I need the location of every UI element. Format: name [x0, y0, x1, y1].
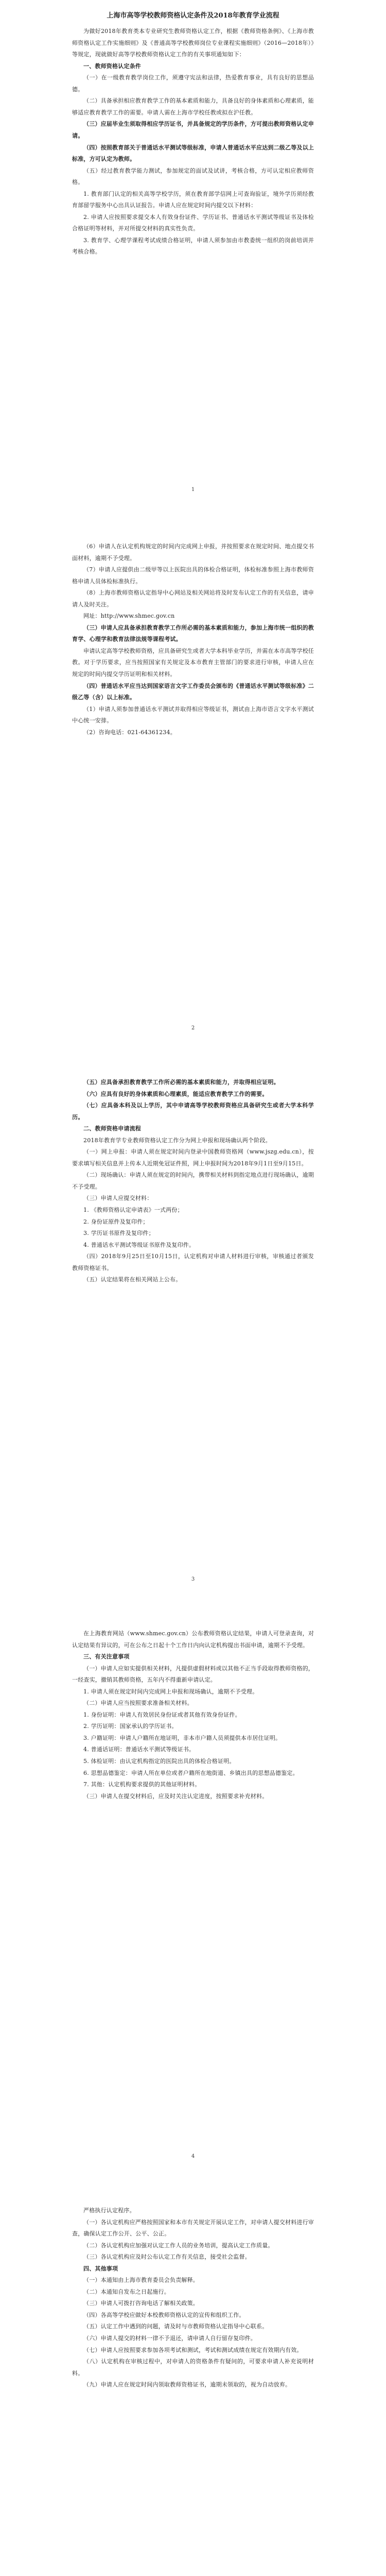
paragraph: （四）普通话水平应当达到国家语言文字工作委员会颁布的《普通话水平测试等级标准》二级乙等（含）以上标准。 [72, 682, 314, 701]
paragraph: 三、有关注意事项 [83, 1653, 130, 1660]
paragraph: （三）各认定机构应及时公布认定工作有关信息，接受社会监督。 [83, 2253, 251, 2261]
paragraph: 3. 学历证书原件及复印件； [83, 1230, 154, 1237]
paragraph: （二）现场确认：申请人须在规定的时间内，携带相关材料到指定地点进行现场确认，逾期不予受理。 [72, 1172, 314, 1190]
paragraph: 6. 思想品德鉴定：申请人所在单位或者户籍所在地街道、乡镇出具的思想品德鉴定。 [83, 1769, 299, 1776]
paragraph: 4. 普通话水平测试等级证书原件及复印件。 [83, 1241, 195, 1248]
paragraph: （一）本通知由上海市教育委员会负责解释。 [83, 2277, 199, 2284]
paragraph: （三）申请人应具备承担教育教学工作所必需的基本素质和能力，参加上海市统一组织的教育学、心理学和教育法律法规等课程考试。 [72, 624, 314, 643]
page-number: 2 [191, 1025, 195, 1031]
paragraph: （二）申请人应当按照要求准备相关材料。 [83, 1700, 193, 1707]
paragraph: （八）认定机构在审核过程中，对申请人的资格条件有疑问的，可要求申请人补充说明材料。 [72, 2358, 314, 2377]
paragraph: （五）应具备承担教育教学工作所必需的基本素质和能力，并取得相应证明。 [83, 1079, 279, 1086]
page-2 [72, 541, 314, 738]
paragraph: 3. 户籍证明：申请人户籍所在地证明，非本市户籍人员须提供本市居住证明。 [83, 1734, 282, 1741]
paragraph: 2. 身份证原件及复印件； [83, 1218, 149, 1225]
paragraph: （九）申请人应在规定时间内领取教师资格证书，逾期未领取的，视为自动放弃。 [83, 2381, 291, 2388]
paragraph: 四、其他事项 [83, 2265, 118, 2272]
paragraph: 5. 体检证明：由认定机构指定的医院出具的体检合格证明。 [83, 1758, 235, 1765]
paragraph: 1. 身份证明：申请人有效居民身份证或者其他有效身份证件。 [83, 1711, 241, 1718]
page-number: 4 [191, 2154, 195, 2159]
paragraph: （6）申请人在认定机构规定的时间内完成网上申报，并按照要求在规定时间、地点提交书面材料，逾期不予受理。 [72, 543, 314, 562]
paragraph: 在上海教育网站（www.shmec.gov.cn）公布教师资格认定结果，申请人可登录查询，对认定结果有异议的，可在公布之日起十个工作日内向认定机构提出书面申请，逾期不予受理。 [72, 1630, 314, 1649]
paragraph: 3. 教育学、心理学课程考试成绩合格证明，申请人须参加由市教委统一组织的岗前培训并考核合格。 [72, 236, 314, 256]
paragraph: 为做好2018年教育类本专业研究生教师资格认定工作，根据《教师资格条例》、《上海市教师资格认定工作实施细则》及《普通高等学校教师岗位专业课程实施细则》（2016—2018年）》等规定，现就做好高等学校教师资格认定工作的有关事项通知如下： [72, 28, 314, 58]
page-1 [72, 10, 314, 258]
paragraph: （四）2018年9月25日至10月15日，认定机构对申请人材料进行审核，审核通过者颁发教师资格证书。 [72, 1253, 314, 1272]
page-title: 上海市高等学校教师资格认定条件及2018年教育学业流程 [107, 12, 279, 20]
page-paragraphs [72, 1077, 314, 1286]
paragraph: 2. 学历证明：国家承认的学历证书。 [83, 1723, 178, 1730]
paragraph: 1. 《教师资格认定申请表》一式两份； [83, 1207, 183, 1214]
paragraph: （六）申请人提交的材料一律不予退还，请申请人自行留存复印件。 [83, 2335, 256, 2342]
paragraph: （三）应届毕业生须取得相应学历证书，并具备规定的学历条件，方可提出教师资格认定申请。 [72, 121, 314, 140]
paragraph: 1. 申请人须在规定时间内完成网上申报和现场确认，逾期不予受理。 [83, 1688, 258, 1695]
page-3 [72, 1077, 314, 1286]
paragraph: （三）申请人应提交材料： [83, 1195, 153, 1202]
paragraph: 申请认定高等学校教师资格，应具备研究生或者大学本科毕业学历，并需在本市高等学校任教。对于学历要求，应当按照国家有关规定及本市教育主管部门的要求进行审核，申请人应在规定的时间内提交学历证明和相关材料。 [72, 647, 314, 678]
paragraph: 网址：http://www.shmec.gov.cn [83, 613, 175, 620]
paragraph: 严格执行认定程序。 [83, 2207, 135, 2214]
paragraph: （七）申请人应按照要求参加各项考试和测试，考试和测试成绩在规定有效期内有效。 [83, 2346, 303, 2353]
paragraph: 4. 普通话证明：普通话水平测试等级证书。 [83, 1746, 195, 1753]
paragraph: （五）经过教育教学能力测试，参加规定的面试及试讲，考核合格，方可认定相应教师资格。 [72, 167, 314, 186]
page-paragraphs [72, 1628, 314, 1802]
paragraph: （一）各认定机构应严格按照国家和本市有关规定开展认定工作，对申请人提交材料进行审查，确保认定工作公开、公平、公正。 [72, 2218, 314, 2238]
page-paragraphs [72, 26, 314, 258]
paragraph: 7. 其他：认定机构要求提供的其他证明材料。 [83, 1781, 201, 1788]
paragraph: （7）申请人应提供由二级甲等以上医院出具的体检合格证明，体检标准参照上海市教师资格申请人员体检标准执行。 [72, 566, 314, 585]
paragraph: （2）咨询电话：021-64361234。 [83, 728, 176, 736]
paragraph: 1. 教育部门认定的相关高等学校学历，须在教育部学信网上可查询验证，境外学历须经教育部留学服务中心出具认证报告。申请人应在规定时间内提交以下材料： [72, 190, 314, 209]
paragraph: （二）具备承担相应教育教学工作的基本素质和能力，具备良好的身体素质和心理素质，能够适应教育教学工作的需要。申请人需在上海市学校任教或拟在沪任教。 [72, 97, 314, 116]
paragraph: 一、教师资格认定条件 [83, 62, 141, 70]
paragraph: （五）认定结果将在相关网站上公布。 [83, 1276, 182, 1283]
paragraph: （1）申请人须参加普通话水平测试并取得相应等级证书，测试由上海市语言文字水平测试中心统一安排。 [72, 705, 314, 724]
paragraph: （一）在一级教育教学岗位工作，须遵守宪法和法律，热爱教育事业，具有良好的思想品德。 [72, 74, 314, 93]
paragraph: （二）各认定机构应加强对认定工作人员的业务培训，提高认定工作质量。 [83, 2242, 274, 2249]
page-paragraphs [72, 541, 314, 738]
page-paragraphs [72, 2205, 314, 2391]
paragraph: （一）网上申报：申请人须在规定时间内登录中国教师资格网（www.jszg.edu.cn），按要求填写相关信息并上传本人近期免冠证件照，网上申报时间为2018年9月1日至9月15日。 [72, 1148, 314, 1167]
paragraph: （七）应具备本科及以上学历，其中申请高等学校教师资格应具备研究生或者大学本科学历。 [72, 1102, 314, 1121]
page-5 [72, 2205, 314, 2391]
paragraph: （8）上海市教师资格认定指导中心网站及相关网站将及时发布认定工作的有关信息，请申请人及时关注。 [72, 589, 314, 608]
paragraph: 二、教师资格申请流程 [83, 1125, 141, 1132]
page-number: 3 [191, 1577, 195, 1582]
paragraph: （六）应具有良好的身体素质和心理素质，能适应教育教学工作的需要。 [83, 1090, 268, 1097]
paragraph: （二）本通知自发布之日起施行。 [83, 2288, 170, 2295]
paragraph: （一）申请人应如实提供相关材料，凡提供虚假材料或以其他不正当手段取得教师资格的，一经查实，撤销其教师资格，五年内不得重新申请认定。 [72, 1665, 314, 1684]
paragraph: 2. 申请人应按照要求提交本人有效身份证件、学历证书、普通话水平测试等级证书及体检合格证明等材料，并对所提交材料的真实性负责。 [72, 213, 314, 232]
paragraph: （四）按照教育部关于普通话水平测试等级标准，申请人普通话水平应达到二级乙等及以上标准，方可认定为教师。 [72, 144, 314, 163]
page-4 [72, 1628, 314, 1802]
page-number: 1 [191, 487, 195, 493]
paragraph: （三）申请人在提交材料后，应及时关注认定进度，按照要求补充材料。 [83, 1792, 268, 1800]
paragraph: （三）申请人可拨打咨询电话了解相关政策。 [83, 2300, 199, 2307]
paragraph: （四）各高等学校应做好本校教师资格认定的宣传和组织工作。 [83, 2311, 245, 2318]
paragraph: 2018年教育学专业教师资格认定工作分为网上申报和现场确认两个阶段。 [83, 1137, 271, 1144]
paragraph: （五）认定工作中遇到的问题，请及时与市教师资格认定指导中心联系。 [83, 2323, 268, 2330]
